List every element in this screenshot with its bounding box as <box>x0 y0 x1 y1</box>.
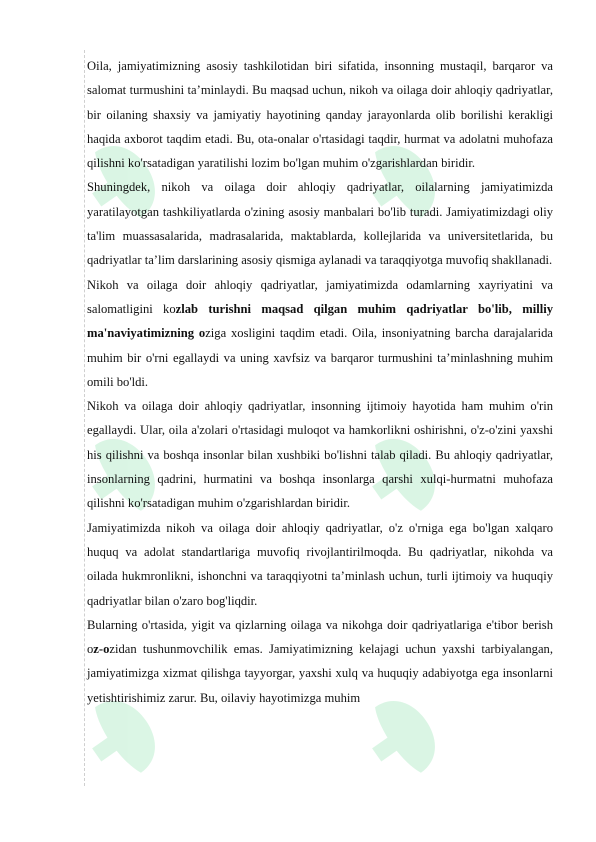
paragraph <box>87 613 553 710</box>
paragraph <box>87 394 553 515</box>
paragraph-text: Nikoh va oilaga doir ahloqiy qadriyatlar, insonning ijtimoiy hayotida ham muhim o'rin egallaydi. Ular, oila a'zolari o'rtasidagi muloqot va hamkorlikni oshirishni, o'z-o'zini yaxshi his qilishni va boshqa insonlar bilan xushbiki bo'lishni talab qiladi. Bu ahloqiy qadriyatlar, insonlarning qadrini, hurmatini va boshqa insonlarga qarshi xulqi-hurmatni muhofaza qilishni ko'rsatadigan muhim o'zgarishlardan biridir. <box>87 399 553 511</box>
paragraph-text: zidan tushunmovchilik emas. Jamiyatimizning kelajagi uchun yaxshi tarbiyalangan, jamiyatimizga xizmat qilishga tayyorgar, yaxshi xulq va huquqiy adabiyotga ega insonlarni yetishtirishimiz zarur. Bu, oilaviy hayotimizga muhim <box>87 642 553 705</box>
paragraph-text: Bularning o'rtasida, yigit va qizlarning oilaga va nikohga doir qadriyatlariga e'tibor berish o <box>87 617 553 657</box>
bold-text: zlab turishni maqsad qilgan muhim qadriyatlar bo'lib, milliy ma'naviyatimizning o <box>87 301 553 341</box>
paragraph-text: Shuningdek, nikoh va oilaga doir ahloqiy qadriyatlar, oilalarning jamiyatimizda yaratilayotgan tashkiliyatlarda o'zining asosiy manbalari bo'lib turadi. Jamiyatimizdagi oliy ta'lim muassasalarida, madrasalarida, maktablarda, kollejlarida va universitetlarida, bu qadriyatlar ta’lim darslarining asosiy qismiga aylanadi va taraqqiyotga muvofiq shakllanadi. <box>87 180 553 268</box>
paragraph <box>87 54 553 175</box>
document-body <box>87 54 553 710</box>
paragraph-text: Nikoh va oilaga doir ahloqiy qadriyatlar, jamiyatimizda odamlarning xayriyatini va salomatligini ko <box>87 277 553 316</box>
paragraph <box>87 175 553 272</box>
paragraph-text: Oila, jamiyatimizning asosiy tashkilotidan biri sifatida, insonning mustaqil, barqaror va salomat turmushini ta’minlaydi. Bu maqsad uchun, nikoh va oilaga doir ahloqiy qadriyatlar, bir oilaning shaxsiy va jamiyatiy hayotining qanday jarayonlarda olib borilishi kerakligi haqida axborot taqdim etadi. Bu, ota-onalar o'rtasidagi taqdir, hurmat va adolatni muhofaza qilishni ko'rsatadigan yaratilishi lozim bo'lgan muhim o'zgarishlardan biridir. <box>87 59 553 171</box>
paragraph-text: Jamiyatimizda nikoh va oilaga doir ahloqiy qadriyatlar, o'z o'rniga ega bo'lgan xalqaro huquq va adolat standartlariga muvofiq rivojlantirilmoqda. Bu qadriyatlar, nikohda va oilada hukmronlikni, ishonchni va taraqqiyotni ta’minlash uchun, turli ijtimoiy va huquqiy qadriyatlar bilan o'zaro bog'liqdir. <box>87 520 553 608</box>
paragraph-text: ziga xosligini taqdim etadi. Oila, insoniyatning barcha darajalarida muhim bir o'rni egallaydi va uning xavfsiz va barqaror turmushini ta’minlashning muhim omili bo'ldi. <box>87 326 554 389</box>
paragraph <box>87 516 553 613</box>
bold-text: z-o <box>93 642 110 657</box>
paragraph <box>87 273 553 394</box>
